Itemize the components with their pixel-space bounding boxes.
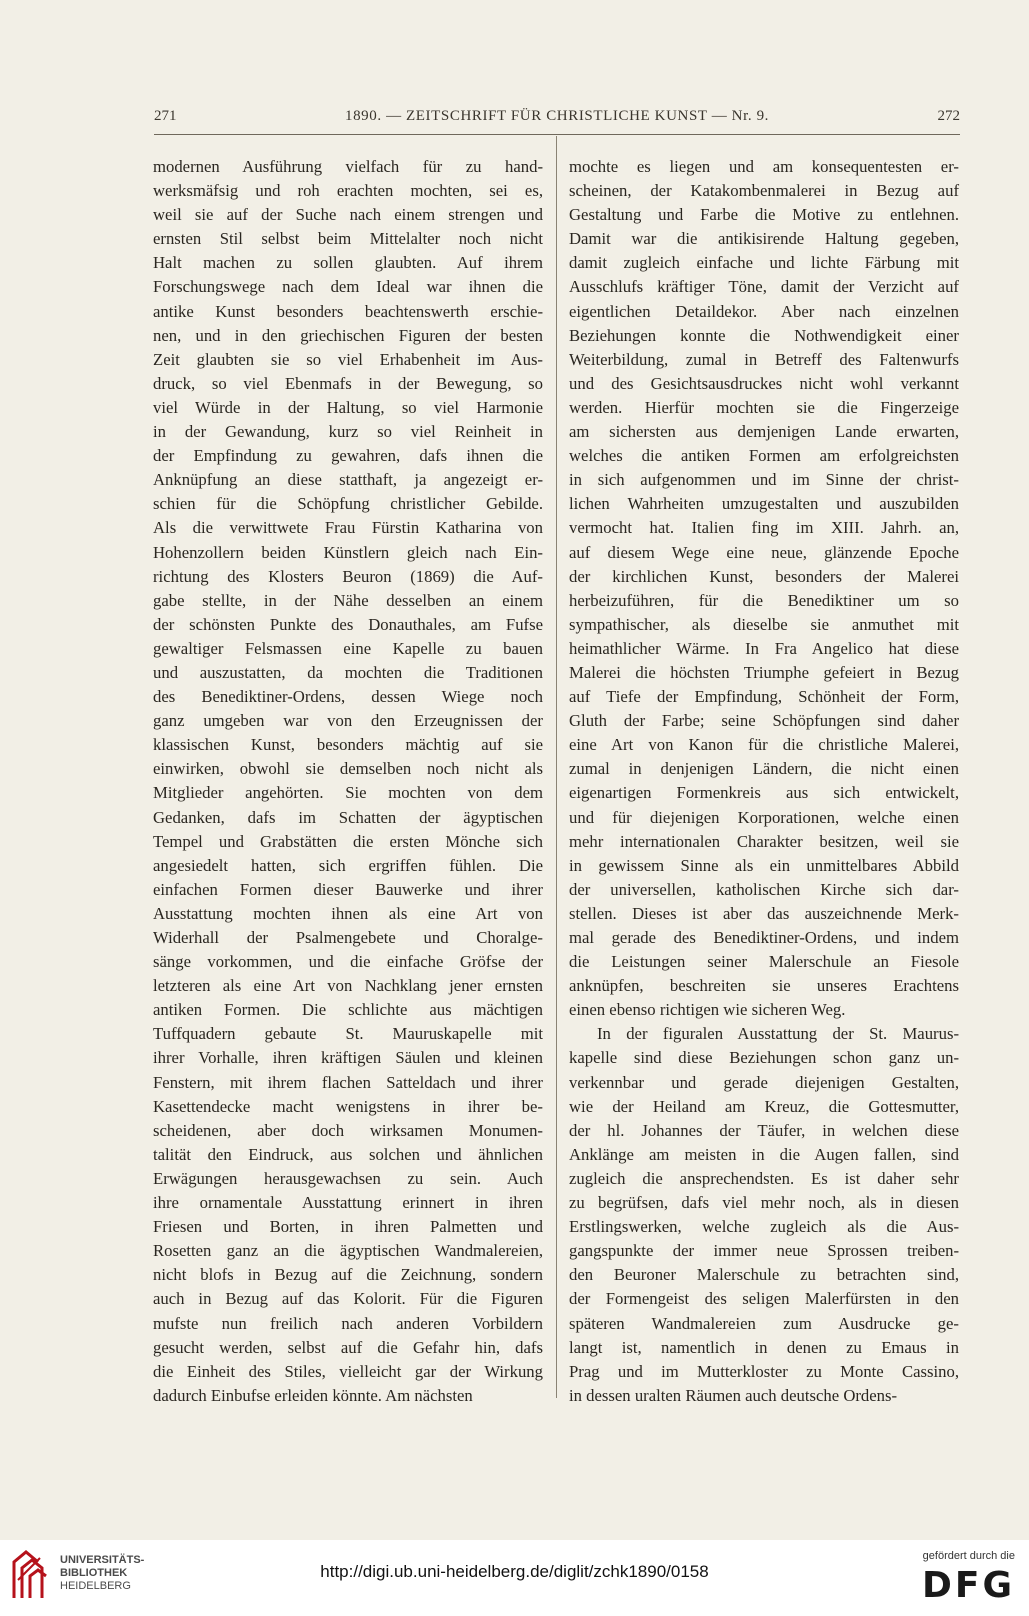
text-line: viel Würde in der Haltung, so viel Harmonie [153, 397, 543, 417]
column-divider [556, 136, 557, 1398]
text-line: einen ebenso richtigen wie sicheren Weg. [569, 1000, 846, 1020]
text-line: auch in Bezug auf das Kolorit. Für die Figuren [153, 1289, 543, 1309]
text-line: Tuffquadern gebaute St. Mauruskapelle mit [153, 1024, 543, 1044]
text-line: Damit war die antikisirende Haltung gegeben, [569, 229, 959, 249]
text-line: einfachen Formen dieser Bauwerke und ihrer [153, 879, 543, 899]
text-line: lichen Wahrheiten umzugestalten und auszubilden [569, 494, 959, 514]
text-line: zugleich die ansprechendsten. Es ist daher sehr [569, 1168, 959, 1188]
text-line: heimathlicher Wärme. In Fra Angelico hat diese [569, 638, 959, 658]
header-rule [154, 134, 960, 135]
text-line: der universellen, katholischen Kirche sich dar- [569, 879, 959, 899]
text-line: späteren Wandmalereien zum Ausdrucke ge- [569, 1313, 959, 1333]
dfg-logo[interactable]: DFG [921, 1565, 1015, 1606]
text-line: Erwägungen herausgewachsen zu sein. Auch [153, 1168, 543, 1188]
text-line: Widerhall der Psalmengebete und Choralge- [153, 928, 543, 947]
text-line: druck, so viel Ebenmafs in der Bewegung, so [153, 373, 543, 393]
text-line: Zeit glaubten sie so viel Erhabenheit im Aus- [153, 349, 543, 369]
library-name-line3: HEIDELBERG [60, 1580, 131, 1592]
text-line: der schönsten Punkte des Donauthales, am Fufse [153, 614, 543, 634]
text-line: mal gerade des Benediktiner-Ordens, und indem [569, 928, 959, 947]
text-line: gesucht werden, selbst auf die Gefahr hin, dafs [153, 1337, 543, 1357]
text-line: welches die antiken Formen am erfolgreichsten [569, 446, 959, 466]
page-number-left: 271 [154, 108, 177, 124]
text-line: ganz umgeben war von den Erzeugnissen der [153, 711, 543, 731]
text-line: Kasettendecke macht wenigstens in ihrer be- [153, 1096, 543, 1116]
page-number-right: 272 [937, 108, 960, 124]
text-line: weil sie auf der Suche nach einem strengen und [153, 205, 543, 225]
text-line: Mitglieder angehörten. Sie mochten von dem [153, 783, 543, 803]
text-line: Als die verwittwete Frau Fürstin Katharina von [153, 518, 543, 538]
text-line: Gluth der Farbe; seine Schöpfungen sind daher [569, 711, 959, 731]
text-line: Ausstattung mochten ihnen als eine Art von [153, 903, 543, 923]
text-line: zumal in denjenigen Ländern, die nicht einen [569, 759, 959, 779]
text-line: Erstlingswerken, welche zugleich als die Aus- [569, 1217, 959, 1237]
text-line: sympathischer, als dieselbe sie anmuthet mit [569, 614, 959, 634]
text-line: wie der Heiland am Kreuz, die Gottesmutter, [569, 1096, 959, 1116]
text-line: talität den Eindruck, aus solchen und ähnlichen [153, 1144, 543, 1164]
text-line: der kirchlichen Kunst, besonders der Malerei [569, 566, 959, 586]
text-line: angesiedelt hatten, sich ergriffen fühlen. Die [153, 855, 543, 875]
text-line: in der Gewandung, kurz so viel Reinheit in [153, 422, 543, 442]
text-line: Weiterbildung, zumal in Betreff des Faltenwurfs [569, 349, 959, 369]
text-line: richtung des Klosters Beuron (1869) die Auf- [153, 566, 543, 586]
text-line: in sich aufgenommen und im Sinne der christ- [569, 470, 959, 490]
text-line: letzteren als eine Art von Nachklang jener ernsten [153, 976, 543, 996]
text-line: verkennbar und gerade diejenigen Gestalten, [569, 1072, 959, 1092]
library-name-line1: UNIVERSITÄTS- [60, 1554, 145, 1566]
text-line: Fenstern, mit ihrem flachen Satteldach und ihrer [153, 1072, 543, 1092]
funded-by-label: gefördert durch die [922, 1550, 1015, 1562]
text-line: antiken Formen. Die schlichte aus mächtigen [153, 1000, 543, 1020]
text-line: auf Tiefe der Empfindung, Schönheit der Form, [569, 687, 959, 707]
text-line: langt ist, namentlich in denen zu Emaus in [569, 1337, 959, 1357]
text-line: Gestaltung und Farbe die Motive zu entlehnen. [569, 205, 959, 225]
text-line: in gewissem Sinne als ein unmittelbares Abbild [569, 855, 959, 875]
text-line: des Benediktiner-Ordens, dessen Wiege noch [153, 687, 543, 707]
running-header [154, 106, 960, 130]
permalink-url[interactable]: http://digi.ub.uni-heidelberg.de/diglit/zchk1890/0158 [320, 1562, 709, 1581]
text-line: nicht blofs in Bezug auf die Zeichnung, sondern [153, 1265, 543, 1285]
text-column-right [569, 155, 959, 1408]
text-line: gabe stellte, in der Nähe desselben an einem [153, 590, 543, 610]
text-line: mufste nun freilich nach anderen Vorbildern [153, 1313, 543, 1333]
text-line: einwirken, obwohl sie demselben noch nicht als [153, 759, 543, 779]
text-line: ihrer Vorhalle, ihren kräftigen Säulen und kleinen [153, 1048, 543, 1068]
text-line: eigenartigen Formenkreis aus sich entwickelt, [569, 783, 959, 803]
text-line: eine Art von Kanon für die christliche Malerei, [569, 735, 959, 755]
text-line: scheinen, der Katakombenmalerei in Bezug auf [569, 181, 959, 201]
journal-title: 1890. — ZEITSCHRIFT FÜR CHRISTLICHE KUNST — Nr. 9. [344, 108, 770, 124]
text-line: die Einheit des Stiles, vielleicht gar der Wirkung [153, 1361, 543, 1381]
text-line: und auszustatten, da mochten die Traditionen [153, 662, 543, 682]
text-line: schien für die Schöpfung christlicher Gebilde. [153, 494, 543, 514]
library-name-line2: BIBLIOTHEK [60, 1567, 128, 1579]
text-line: zu begrüfsen, dafs viel mehr noch, als in diesen [569, 1193, 959, 1213]
text-line: scheidenen, aber doch wirksamen Monumen- [153, 1120, 543, 1140]
text-line: Rosetten ganz an die ägyptischen Wandmalereien, [153, 1241, 543, 1261]
text-line: mehr internationalen Charakter besitzen, weil sie [569, 831, 959, 851]
text-line: ihre ornamentale Ausstattung erinnert in ihren [153, 1193, 543, 1213]
text-line: herbeizuführen, für die Benediktiner um so [569, 590, 959, 610]
text-line: kapelle sind diese Beziehungen schon ganz un- [569, 1048, 959, 1068]
text-line: gangspunkte der immer neue Sprossen treiben- [569, 1241, 959, 1261]
text-line: stellen. Dieses ist aber das auszeichnende Merk- [569, 903, 959, 923]
text-line: Gedanken, dafs im Schatten der ägyptischen [153, 807, 543, 827]
text-line: Forschungswege nach dem Ideal war ihnen die [153, 277, 543, 297]
text-line: Hohenzollern beiden Künstlern gleich nach Ein- [153, 542, 543, 562]
text-line: anknüpfen, beschreiten sie unseres Erachtens [569, 976, 959, 996]
text-line: die Leistungen seiner Malerschule an Fiesole [569, 952, 959, 972]
text-line: Anklänge am meisten in die Augen fallen, sind [569, 1144, 959, 1164]
text-line: Halt machen zu sollen glaubten. Auf ihrem [153, 253, 543, 273]
text-line: der Formengeist des seligen Malerfürsten in den [569, 1289, 959, 1309]
text-line: damit zugleich einfache und lichte Färbung mit [569, 253, 959, 273]
text-line: der hl. Johannes der Täufer, in welchen diese [569, 1120, 959, 1140]
text-line: den Beuroner Malerschule zu betrachten sind, [569, 1265, 959, 1285]
text-line: und des Gesichtsausdruckes nicht wohl verkannt [569, 373, 959, 393]
text-line: vermocht hat. Italien fing im XIII. Jahrh. an, [569, 518, 959, 538]
text-line: Ausschlufs kräftiger Töne, damit der Verzicht auf [569, 277, 959, 297]
text-line: am sichersten aus demjenigen Lande erwarten, [569, 422, 959, 442]
text-line: klassischen Kunst, besonders mächtig auf sie [153, 735, 543, 755]
text-line: in dessen uralten Räumen auch deutsche Ordens- [569, 1385, 898, 1405]
text-line: In der figuralen Ausstattung der St. Maurus- [597, 1024, 959, 1044]
text-line: modernen Ausführung vielfach für zu hand- [153, 157, 543, 176]
text-line: eigentlichen Detaildekor. Aber nach einzelnen [569, 301, 959, 321]
text-line: ernsten Stil selbst beim Mittelalter noch nicht [153, 229, 543, 249]
viewer-footer [0, 1540, 1029, 1616]
text-line: Prag und im Mutterkloster zu Monte Cassino, [569, 1361, 959, 1381]
text-line: Friesen und Borten, in ihren Palmetten und [153, 1217, 543, 1237]
text-line: dadurch Einbufse erleiden könnte. Am nächsten [153, 1385, 473, 1405]
text-line: nen, und in den griechischen Figuren der besten [153, 325, 543, 345]
text-line: Tempel und Grabstätten die ersten Mönche sich [153, 831, 543, 851]
text-line: mochte es liegen und am konsequentesten er- [569, 157, 959, 176]
text-line: werden. Hierfür mochten sie die Fingerzeige [569, 397, 959, 417]
text-line: Anknüpfung an diese statthaft, ja angezeigt er- [153, 470, 543, 490]
text-line: Beziehungen konnte die Nothwendigkeit einer [569, 325, 959, 345]
text-line: werksmäfsig und roh erachten mochten, sei es, [153, 181, 543, 201]
text-line: auf diesem Wege eine neue, glänzende Epoche [569, 542, 959, 562]
text-line: der Empfindung zu gewahren, dafs ihnen die [153, 446, 543, 466]
text-column-left [153, 155, 543, 1408]
text-line: Malerei die höchsten Triumphe gefeiert in Bezug [569, 662, 959, 682]
text-line: und für diejenigen Korporationen, welche einen [569, 807, 959, 827]
text-line: gewaltiger Felsmassen eine Kapelle zu bauen [153, 638, 543, 658]
text-line: sänge vorkommen, und die einfache Gröfse der [153, 952, 543, 972]
text-line: antike Kunst besonders beachtenswerth erschie- [153, 301, 543, 321]
